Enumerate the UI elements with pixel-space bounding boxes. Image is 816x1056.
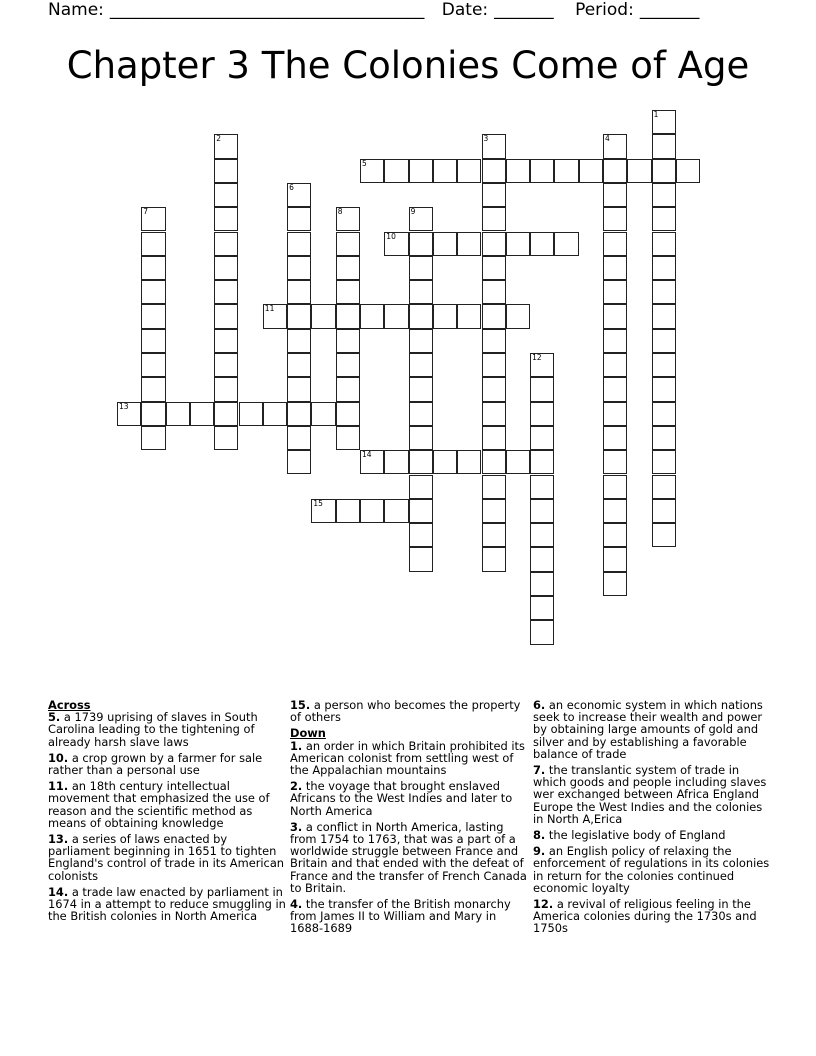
grid-cell[interactable]: [214, 232, 238, 256]
grid-cell[interactable]: [409, 207, 433, 231]
page-title: Chapter 3 The Colonies Come of Age: [66, 44, 750, 87]
clue-number-label: 1: [653, 110, 659, 119]
grid-cell[interactable]: [457, 232, 481, 256]
clue-number: 3.: [290, 819, 303, 834]
grid-cell[interactable]: [652, 232, 676, 256]
name-label: Name:: [48, 0, 104, 20]
grid-cell[interactable]: [603, 523, 627, 547]
grid-cell[interactable]: [409, 353, 433, 377]
grid-cell[interactable]: [336, 426, 360, 450]
grid-cell[interactable]: [652, 110, 676, 134]
grid-cell[interactable]: [652, 183, 676, 207]
grid-cell[interactable]: [287, 377, 311, 401]
clue-text: a conflict in North America, lasting from 1754 to 1763, that was a part of a worldwide struggle between France and Britain and that ended with the defeat of France and the transfer of French Canada to Britain.: [290, 819, 527, 895]
grid-cell[interactable]: [360, 159, 384, 183]
grid-cell[interactable]: [530, 353, 554, 377]
clue-number: 1.: [290, 738, 303, 753]
across-heading: Across: [48, 698, 91, 712]
grid-cell[interactable]: [603, 426, 627, 450]
grid-cell[interactable]: [336, 207, 360, 231]
grid-cell[interactable]: [652, 134, 676, 158]
grid-cell[interactable]: [603, 232, 627, 256]
grid-cell[interactable]: [336, 232, 360, 256]
clue-number: 13.: [48, 832, 69, 847]
grid-cell[interactable]: [190, 402, 214, 426]
clue-number-label: 5: [362, 158, 367, 168]
grid-cell[interactable]: [530, 596, 554, 620]
grid-cell[interactable]: [482, 256, 506, 280]
clue-number-label: 3: [483, 134, 489, 144]
grid-cell[interactable]: [214, 304, 238, 328]
grid-cell[interactable]: [652, 256, 676, 280]
grid-cell[interactable]: [482, 329, 506, 353]
clue-number: 8.: [533, 828, 546, 843]
grid-cell[interactable]: [409, 159, 433, 183]
grid-cell[interactable]: [482, 377, 506, 401]
clue-number: 11.: [48, 779, 69, 794]
grid-cell[interactable]: [263, 402, 287, 426]
grid-cell[interactable]: [530, 402, 554, 426]
clue-text: an economic system in which nations seek to increase their wealth and power by obtaining large amounts of gold and silver and by establishing a favorable balance of trade: [533, 698, 763, 761]
grid-cell[interactable]: [141, 426, 165, 450]
clue-number-label: 6: [289, 182, 294, 192]
grid-cell[interactable]: [482, 183, 506, 207]
grid-cell[interactable]: [287, 183, 311, 207]
grid-cell[interactable]: [603, 134, 627, 158]
clue-across: [48, 886, 288, 923]
grid-cell[interactable]: [409, 280, 433, 304]
grid-cell[interactable]: [603, 450, 627, 474]
clue-down: [533, 845, 773, 894]
clue-number: 10.: [48, 750, 69, 765]
clue-number: 4.: [290, 897, 303, 912]
grid-cell[interactable]: [360, 499, 384, 523]
grid-cell[interactable]: [676, 159, 700, 183]
clue-text: an English policy of relaxing the enforcement of regulations in its colonies in return for the colonies continued economic loyalty: [533, 844, 770, 895]
grid-cell[interactable]: [409, 450, 433, 474]
clue-down: [533, 699, 773, 760]
grid-cell[interactable]: [603, 183, 627, 207]
grid-cell[interactable]: [530, 450, 554, 474]
clues-column-1: [48, 699, 288, 926]
grid-cell[interactable]: [506, 450, 530, 474]
grid-cell[interactable]: [336, 304, 360, 328]
grid-cell[interactable]: [482, 280, 506, 304]
grid-cell[interactable]: [603, 353, 627, 377]
grid-cell[interactable]: [384, 450, 408, 474]
name-field[interactable]: _____________________________________: [109, 0, 425, 20]
grid-cell[interactable]: [214, 329, 238, 353]
grid-cell[interactable]: [141, 256, 165, 280]
grid-cell[interactable]: [482, 547, 506, 571]
clue-number: 6.: [533, 698, 546, 712]
clue-across: [290, 699, 530, 723]
clue-number: 2.: [290, 779, 303, 794]
grid-cell[interactable]: [603, 329, 627, 353]
grid-cell[interactable]: [482, 523, 506, 547]
grid-cell[interactable]: [433, 304, 457, 328]
grid-cell[interactable]: [409, 547, 433, 571]
grid-cell[interactable]: [336, 499, 360, 523]
grid-cell[interactable]: [603, 159, 627, 183]
grid-cell[interactable]: [506, 232, 530, 256]
grid-cell[interactable]: [652, 426, 676, 450]
grid-cell[interactable]: [384, 304, 408, 328]
clue-text: the voyage that brought enslaved Africans to the West Indies and later to North America: [290, 779, 513, 818]
grid-cell[interactable]: [287, 207, 311, 231]
grid-cell[interactable]: [409, 475, 433, 499]
grid-cell[interactable]: [530, 377, 554, 401]
grid-cell[interactable]: [603, 547, 627, 571]
grid-cell[interactable]: [652, 159, 676, 183]
grid-cell[interactable]: [530, 426, 554, 450]
grid-cell[interactable]: [287, 353, 311, 377]
clue-down: [290, 898, 530, 935]
grid-cell[interactable]: [214, 256, 238, 280]
grid-cell[interactable]: [603, 572, 627, 596]
clue-across: [48, 711, 288, 748]
grid-cell[interactable]: [482, 426, 506, 450]
grid-cell[interactable]: [214, 426, 238, 450]
clue-number-label: 9: [410, 207, 416, 217]
student-info-header: [48, 0, 705, 20]
grid-cell[interactable]: [141, 207, 165, 231]
grid-cell[interactable]: [214, 183, 238, 207]
grid-cell[interactable]: [287, 280, 311, 304]
clue-number: 12.: [533, 897, 554, 912]
grid-cell[interactable]: [336, 353, 360, 377]
clue-text: an order in which Britain prohibited its American colonist from settling west of the Appalachian mountains: [290, 738, 525, 778]
clue-down: [290, 740, 530, 777]
down-heading: Down: [290, 726, 326, 741]
grid-cell[interactable]: [117, 402, 141, 426]
clue-down: [533, 829, 773, 841]
clue-text: the legislative body of England: [548, 828, 726, 843]
grid-cell[interactable]: [287, 256, 311, 280]
clue-number: 5.: [48, 710, 61, 725]
clue-number-label: 2: [216, 134, 221, 144]
grid-cell[interactable]: [530, 232, 554, 256]
grid-cell[interactable]: [141, 377, 165, 401]
grid-cell[interactable]: [457, 304, 481, 328]
clue-text: a trade law enacted by parliament in 1674 in a attempt to reduce smuggling in the British colonies in North America: [48, 884, 286, 924]
grid-cell[interactable]: [603, 402, 627, 426]
grid-cell[interactable]: [482, 207, 506, 231]
clue-number-label: 11: [264, 304, 275, 314]
clue-number-label: 14: [362, 450, 372, 460]
grid-cell[interactable]: [627, 159, 651, 183]
clue-down: [290, 821, 530, 894]
date-label: Date:: [441, 0, 489, 20]
grid-cell[interactable]: [384, 159, 408, 183]
grid-cell[interactable]: [433, 232, 457, 256]
grid-cell[interactable]: [239, 402, 263, 426]
grid-cell[interactable]: [530, 159, 554, 183]
grid-cell[interactable]: [141, 329, 165, 353]
grid-cell[interactable]: [579, 159, 603, 183]
grid-cell[interactable]: [482, 134, 506, 158]
grid-cell[interactable]: [214, 353, 238, 377]
clue-number-label: 13: [119, 401, 129, 411]
clue-text: the transfer of the British monarchy from James II to William and Mary in 1688-1689: [290, 897, 511, 936]
clue-number: 7.: [533, 763, 546, 778]
grid-cell[interactable]: [287, 450, 311, 474]
grid-cell[interactable]: [652, 523, 676, 547]
grid-cell[interactable]: [506, 304, 530, 328]
grid-cell[interactable]: [603, 475, 627, 499]
grid-cell[interactable]: [336, 377, 360, 401]
grid-cell[interactable]: [311, 402, 335, 426]
grid-cell[interactable]: [652, 450, 676, 474]
grid-cell[interactable]: [384, 232, 408, 256]
clue-across: [48, 833, 288, 882]
grid-cell[interactable]: [603, 256, 627, 280]
clue-text: a crop grown by a farmer for sale rather than a personal use: [48, 750, 263, 778]
period-field[interactable]: _______: [639, 0, 700, 20]
clue-down: [533, 898, 773, 935]
clue-number-label: 8: [337, 207, 343, 217]
grid-cell[interactable]: [384, 499, 408, 523]
grid-cell[interactable]: [141, 304, 165, 328]
grid-cell[interactable]: [530, 523, 554, 547]
grid-cell[interactable]: [554, 232, 578, 256]
grid-cell[interactable]: [287, 232, 311, 256]
grid-cell[interactable]: [482, 450, 506, 474]
grid-cell[interactable]: [506, 159, 530, 183]
grid-cell[interactable]: [336, 329, 360, 353]
clue-text: a 1739 uprising of slaves in South Carolina leading to the tightening of already harsh slave laws: [48, 710, 258, 749]
grid-cell[interactable]: [287, 329, 311, 353]
clue-number: 15.: [290, 698, 311, 712]
grid-cell[interactable]: [603, 280, 627, 304]
grid-cell[interactable]: [141, 353, 165, 377]
grid-cell[interactable]: [141, 232, 165, 256]
clue-number-label: 10: [386, 231, 396, 241]
clue-number-label: 4: [605, 134, 610, 144]
grid-cell[interactable]: [530, 475, 554, 499]
grid-cell[interactable]: [214, 280, 238, 304]
grid-cell[interactable]: [409, 329, 433, 353]
grid-cell[interactable]: [530, 499, 554, 523]
grid-cell[interactable]: [214, 402, 238, 426]
clues-column-3: [533, 699, 773, 939]
grid-cell[interactable]: [603, 499, 627, 523]
grid-cell[interactable]: [603, 304, 627, 328]
grid-cell[interactable]: [409, 304, 433, 328]
grid-cell[interactable]: [433, 159, 457, 183]
grid-cell[interactable]: [409, 232, 433, 256]
clue-down: [290, 780, 530, 817]
grid-cell[interactable]: [482, 353, 506, 377]
grid-cell[interactable]: [530, 572, 554, 596]
clue-number: 9.: [533, 844, 546, 859]
grid-cell[interactable]: [433, 450, 457, 474]
grid-cell[interactable]: [409, 377, 433, 401]
grid-cell[interactable]: [482, 304, 506, 328]
grid-cell[interactable]: [287, 402, 311, 426]
clue-number-label: 12: [532, 353, 542, 362]
grid-cell[interactable]: [482, 402, 506, 426]
grid-cell[interactable]: [311, 304, 335, 328]
grid-cell[interactable]: [409, 256, 433, 280]
grid-cell[interactable]: [482, 499, 506, 523]
grid-cell[interactable]: [652, 207, 676, 231]
clue-text: the translantic system of trade in which goods and people including slaves wer exchanged between Africa England Europe the West Indies and the colonies in North A,Erica: [533, 763, 767, 826]
grid-cell[interactable]: [214, 207, 238, 231]
grid-cell[interactable]: [530, 620, 554, 644]
grid-cell[interactable]: [409, 499, 433, 523]
clue-text: a person who becomes the property of others: [290, 698, 521, 725]
grid-cell[interactable]: [652, 304, 676, 328]
grid-cell[interactable]: [603, 377, 627, 401]
grid-cell[interactable]: [409, 426, 433, 450]
grid-cell[interactable]: [482, 159, 506, 183]
grid-cell[interactable]: [287, 426, 311, 450]
grid-cell[interactable]: [336, 280, 360, 304]
grid-cell[interactable]: [166, 402, 190, 426]
grid-cell[interactable]: [263, 304, 287, 328]
grid-cell[interactable]: [141, 402, 165, 426]
grid-cell[interactable]: [360, 304, 384, 328]
grid-cell[interactable]: [214, 134, 238, 158]
clue-number-label: 7: [143, 207, 149, 217]
period-label: Period:: [575, 0, 634, 20]
clue-across: [48, 752, 288, 776]
grid-cell[interactable]: [603, 207, 627, 231]
grid-cell[interactable]: [457, 159, 481, 183]
grid-cell[interactable]: [652, 353, 676, 377]
grid-cell[interactable]: [652, 499, 676, 523]
clue-number: 14.: [48, 884, 69, 899]
clue-across: [48, 780, 288, 829]
grid-cell[interactable]: [554, 159, 578, 183]
clue-number-label: 15: [313, 498, 323, 508]
grid-cell[interactable]: [652, 280, 676, 304]
grid-cell[interactable]: [482, 232, 506, 256]
grid-cell[interactable]: [336, 402, 360, 426]
grid-cell[interactable]: [652, 377, 676, 401]
grid-cell[interactable]: [652, 402, 676, 426]
grid-cell[interactable]: [457, 450, 481, 474]
grid-cell[interactable]: [409, 402, 433, 426]
grid-cell[interactable]: [530, 547, 554, 571]
grid-cell[interactable]: [652, 475, 676, 499]
grid-cell[interactable]: [287, 304, 311, 328]
clues-column-2: [290, 699, 530, 939]
grid-cell[interactable]: [336, 256, 360, 280]
grid-cell[interactable]: [482, 475, 506, 499]
grid-cell[interactable]: [652, 329, 676, 353]
clue-text: an 18th century intellectual movement that emphasized the use of reason and the scientific method as means of obtaining knowledge: [48, 779, 270, 830]
grid-cell[interactable]: [214, 377, 238, 401]
date-field[interactable]: _______: [494, 0, 554, 20]
grid-cell[interactable]: [141, 280, 165, 304]
clue-down: [533, 764, 773, 825]
grid-cell[interactable]: [214, 159, 238, 183]
clue-text: a series of laws enacted by parliament beginning in 1651 to tighten England's control of trade in its American colonists: [48, 832, 285, 883]
grid-cell[interactable]: [360, 450, 384, 474]
grid-cell[interactable]: [409, 523, 433, 547]
clue-text: a revival of religious feeling in the America colonies during the 1730s and 1750s: [533, 897, 757, 936]
grid-cell[interactable]: [311, 499, 335, 523]
